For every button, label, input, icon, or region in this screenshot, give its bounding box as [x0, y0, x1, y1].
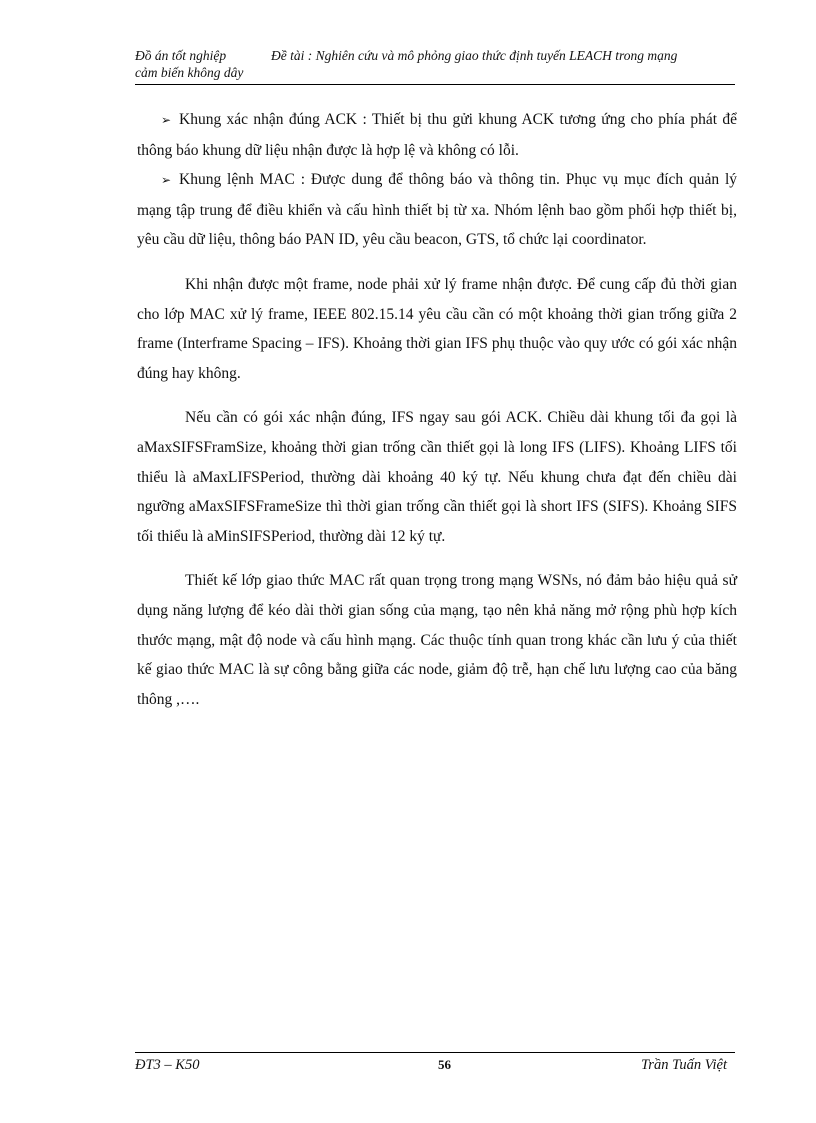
- footer-author: Trần Tuấn Việt: [641, 1057, 727, 1073]
- bullet-text: Khung xác nhận đúng ACK : Thiết bị thu gửi khung ACK tương ứng cho phía phát để thông báo khung dữ liệu nhận được là hợp lệ và không có lỗi.: [137, 111, 737, 159]
- bullet-item-ack: [137, 105, 737, 165]
- header-thesis-label: Đồ án tốt nghiệp: [135, 48, 227, 63]
- paragraph-mac-design: Thiết kế lớp giao thức MAC rất quan trọng trong mạng WSNs, nó đảm bảo hiệu quả sử dụng năng lượng để kéo dài thời gian sống của mạng, tạo nên khả năng mở rộng phù hợp kích thước mạng, mật độ node và cấu hình mạng. Các thuộc tính quan trong khác cần lưu ý của thiết kế giao thức MAC là sự công bằng giữa các node, giảm độ trễ, hạn chế lưu lượng cao của băng thông ,….: [137, 572, 737, 708]
- header-topic-continuation: cảm biến không dây: [135, 65, 244, 80]
- arrow-bullet-icon: ➢: [161, 173, 172, 188]
- bullet-item-mac-command: [137, 165, 737, 255]
- page-body: [137, 105, 737, 714]
- paragraph-ifs-details: Nếu cần có gói xác nhận đúng, IFS ngay sau gói ACK. Chiều dài khung tối đa gọi là aMaxSIFSFramSize, khoảng thời gian trống cần thiết gọi là long IFS (LIFS). Khoảng LIFS tối thiểu là aMaxLIFSPeriod, thường dài khoảng 40 ký tự. Nếu khung chưa đạt đến chiều dài ngưỡng aMaxSIFSFrameSize thì thời gian trống cần thiết gọi là short IFS (SIFS). Khoảng SIFS tối thiểu là aMinSIFSPeriod, thường dài 12 ký tự.: [137, 409, 737, 545]
- page-number: 56: [438, 1057, 451, 1072]
- footer-class-label: ĐT3 – K50: [135, 1057, 200, 1073]
- arrow-bullet-icon: ➢: [161, 113, 172, 127]
- page-header: [135, 47, 735, 81]
- header-line: [135, 47, 735, 64]
- paragraph-frame-processing: Khi nhận được một frame, node phải xử lý frame nhận được. Để cung cấp đủ thời gian cho lớp MAC xử lý frame, IEEE 802.15.14 yêu cầu cần có một khoảng thời gian trống giữa 2 frame (Interframe Spacing – IFS). Khoảng thời gian IFS phụ thuộc vào quy ước có gói xác nhận đúng hay không.: [137, 275, 737, 382]
- header-topic: Đề tài : Nghiên cứu và mô phỏng giao thức định tuyến LEACH trong mạng: [271, 48, 678, 63]
- page-footer: [135, 1057, 735, 1077]
- footer-divider: [135, 1052, 735, 1053]
- bullet-text: Khung lệnh MAC : Được dung để thông báo và thông tin. Phục vụ mục đích quản lý mạng tập trung để điều khiển và cấu hình thiết bị từ xa. Nhóm lệnh bao gồm phối hợp thiết bị, yêu cầu dữ liệu, thông báo PAN ID, yêu cầu beacon, GTS, tổ chức lại coordinator.: [137, 171, 737, 249]
- header-divider: [135, 84, 735, 85]
